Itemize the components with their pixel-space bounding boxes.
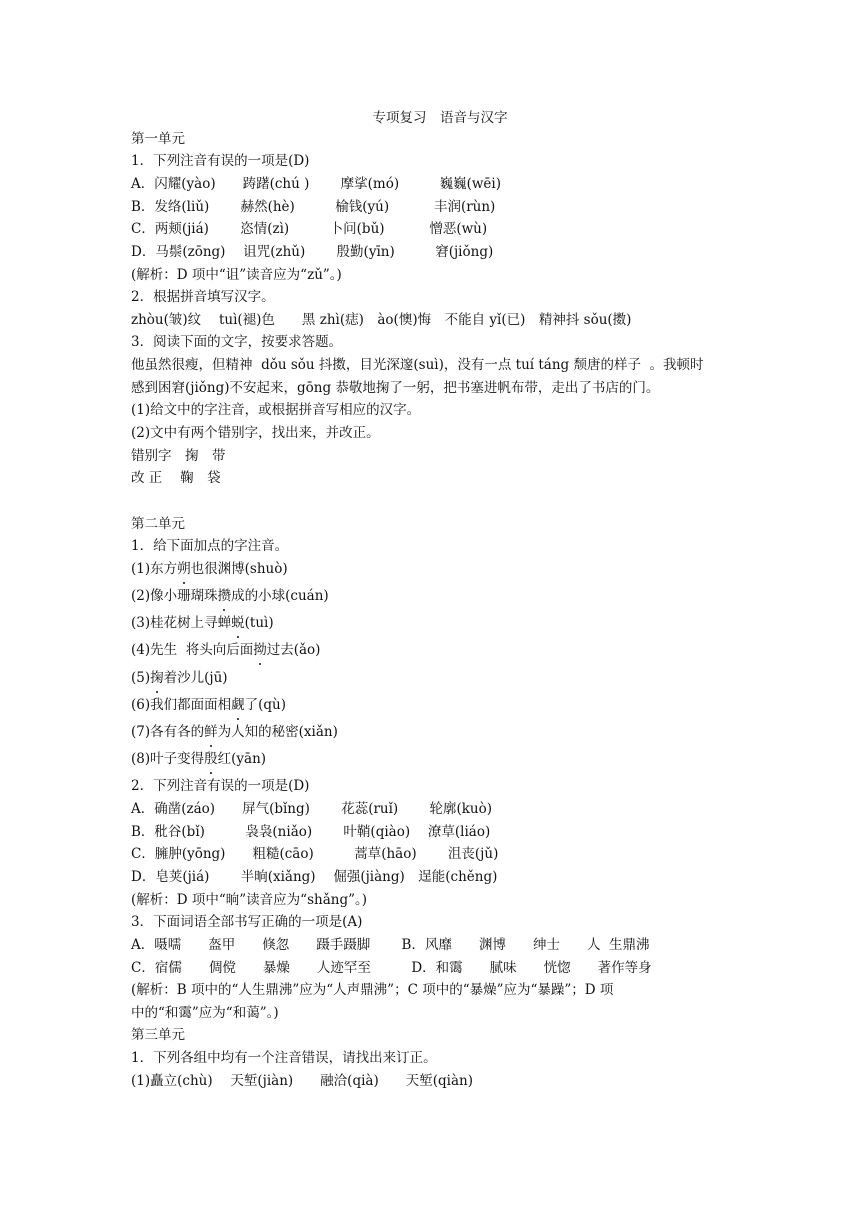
u1-q1-option-c: C．两颊(jiá) 恣情(zì) 卜问(bǔ) 憎恶(wù) (131, 221, 488, 237)
document-title: 专项复习 语音与汉字 (372, 110, 508, 126)
u1-q3-wrong-chars: 错别字 掬 带 (131, 448, 226, 464)
dotted-char: 蜕 (231, 615, 245, 631)
u1-q3-sub-1: (1)给文中的字注音，或根据拼音写相应的汉字。 (131, 402, 421, 418)
u1-question-1: 1．下列注音有误的一项是(D) (131, 153, 310, 169)
u2-question-1: 1．给下面加点的字注音。 (131, 538, 289, 554)
u1-q3-sub-2: (2)文中有两个错别字，找出来，并改正。 (131, 425, 380, 441)
u1-question-2: 2．根据拼音填写汉字。 (131, 289, 275, 305)
dotted-char: 殷 (204, 751, 218, 767)
u2-q1-item-7: (7)各有各的鲜为人知的秘密(xiǎn) (131, 724, 338, 740)
u1-q3-corrections: 改 正 鞠 袋 (131, 470, 221, 486)
u3-q1-item-1: (1)矗立(chù) 天堑(jiàn) 融洽(qià) 天堑(qiàn) (131, 1073, 473, 1089)
u1-q3-passage-line-2: 感到困窘(jiǒng)不安起来，gōng 恭敬地掬了一躬，把书塞进帆布带，走出了书店的门。 (131, 380, 660, 396)
u1-q1-analysis: (解析：D 项中“诅”读音应为“zǔ”。) (131, 267, 342, 283)
u2-q2-option-a: A．确凿(záo) 屏气(bǐng) 花蕊(ruǐ) 轮廓(kuò) (131, 801, 493, 817)
unit-3-heading: 第三单元 (131, 1027, 185, 1043)
u2-q3-options-cd: C．宿儒 倜傥 暴燥 人迹罕至 D．和霭 腻味 恍惚 著作等身 (131, 960, 652, 976)
u1-q2-answers: zhòu(皱)纹 tuì(褪)色 黑 zhì(痣) ào(懊)悔 不能自 yǐ(已) 精神抖 sǒu(擞) (131, 312, 632, 328)
u2-q1-item-1: (1)东方朔也很渊博(shuò) (131, 561, 288, 577)
dotted-char: 鲜 (204, 724, 218, 740)
unit-2-heading: 第二单元 (131, 516, 185, 532)
u2-q2-option-d: D．皂荚(jiá) 半晌(xiǎng) 倔强(jiàng) 逞能(chěng) (131, 869, 498, 885)
u2-q1-item-5: (5)掬着沙儿(jū) (131, 670, 228, 686)
u1-q1-option-d: D．马鬃(zōng) 诅咒(zhǔ) 殷勤(yīn) 窘(jiǒng) (131, 244, 494, 260)
u1-question-3: 3．阅读下面的文字，按要求答题。 (131, 334, 343, 350)
u2-q1-item-6: (6)我们都面面相觑了(qù) (131, 697, 286, 713)
u2-q1-item-8: (8)叶子变得殷红(yān) (131, 751, 267, 767)
u2-q3-options-ab: A．嗫嚅 盔甲 倏忽 蹑手蹑脚 B．风靡 渊博 绅士 人 生鼎沸 (131, 937, 650, 953)
dotted-char: 朔 (177, 561, 191, 577)
dotted-char: 觑 (231, 697, 245, 713)
u2-q2-option-b: B．秕谷(bǐ) 袅袅(niǎo) 叶鞘(qiào) 潦草(liáo) (131, 824, 491, 840)
u3-question-1: 1．下列各组中均有一个注音错误，请找出来订正。 (131, 1050, 437, 1066)
dotted-char: 攒 (217, 588, 232, 604)
u1-q1-option-a: A．闪耀(yào) 踌躇(chú ) 摩挲(mó) 巍巍(wēi) (131, 176, 502, 192)
u1-q1-option-b: B．发络(liǔ) 赫然(hè) 榆钱(yú) 丰润(rùn) (131, 199, 496, 215)
u2-question-2: 2．下列注音有误的一项是(D) (131, 778, 310, 794)
u2-q1-item-4: (4)先生 将头向后面拗过去(ǎo) (131, 642, 321, 658)
dotted-char: 掬 (150, 670, 164, 686)
u1-q3-passage-line-1: 他虽然很瘦，但精神 dǒu sǒu 抖擞，目光深邃(suì)，没有一点 tuí táng 颓唐的样子 。我顿时 (131, 357, 704, 373)
dotted-char: 拗 (253, 642, 267, 658)
u2-q1-item-3: (3)桂花树上寻蝉蜕(tuì) (131, 615, 274, 631)
unit-1-heading: 第一单元 (131, 131, 185, 147)
u2-question-3: 3．下面词语全部书写正确的一项是(A) (131, 914, 363, 930)
u2-q3-analysis-line-2: 中的“和霭”应为“和蔼”。) (131, 1005, 279, 1021)
u2-q2-option-c: C．臃肿(yōng) 粗糙(cāo) 蒿草(hāo) 沮丧(jǔ) (131, 846, 499, 862)
u2-q3-analysis-line-1: (解析：B 项中的“人生鼎沸”应为“人声鼎沸”；C 项中的“暴燥”应为“暴躁”；D 项 (131, 982, 614, 998)
u2-q2-analysis: (解析：D 项中“晌”读音应为“shǎng”。) (131, 892, 368, 908)
u2-q1-item-2: (2)像小珊瑚珠攒成的小球(cuán) (131, 588, 329, 604)
